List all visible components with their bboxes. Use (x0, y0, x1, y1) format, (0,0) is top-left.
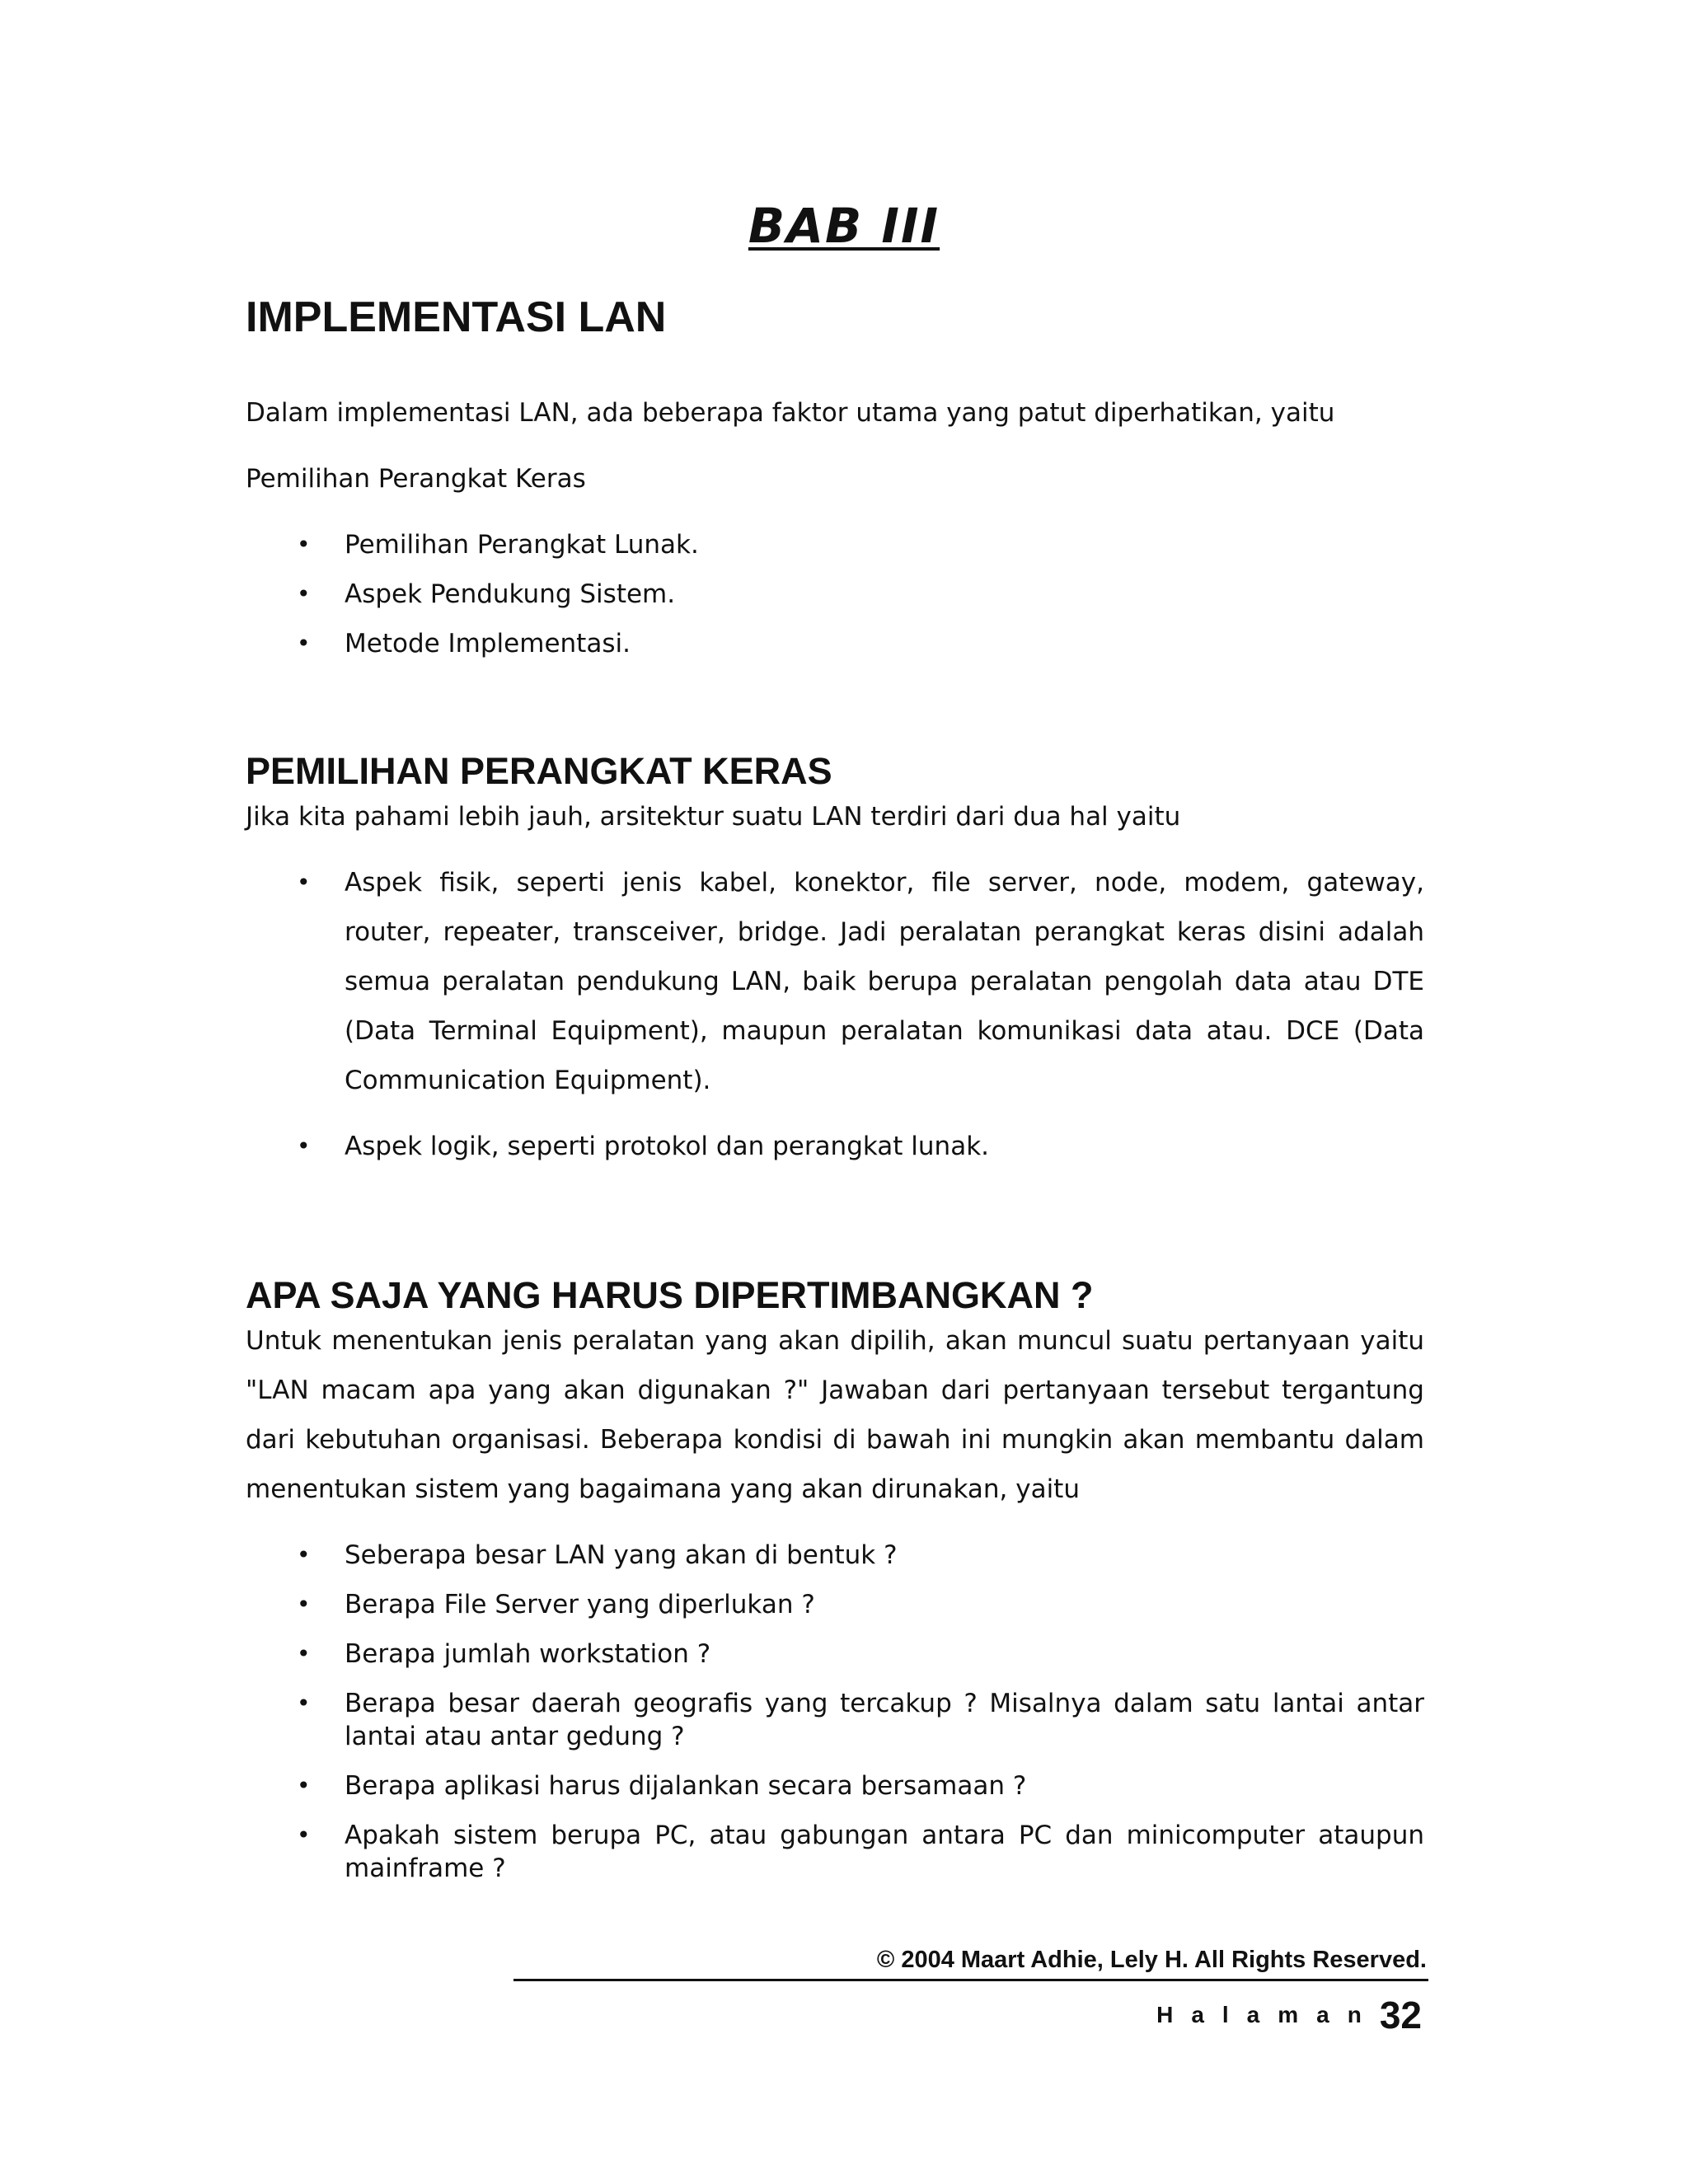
list-item (246, 1629, 1424, 1679)
bullet-icon: • (297, 1821, 311, 1849)
bullet-icon: • (297, 580, 311, 607)
bullet-icon: • (297, 630, 311, 657)
intro-first-item: Pemilihan Perangkat Keras (246, 464, 586, 494)
list-item-text: Metode Implementasi. (345, 629, 631, 658)
list-item (246, 1687, 1424, 1753)
considerations-list (246, 1530, 1424, 1885)
page-title: IMPLEMENTASI LAN (246, 293, 667, 341)
footer-divider (513, 1979, 1428, 1981)
copyright-notice: © 2004 Maart Adhie, Lely H. All Rights Reserved. (876, 1947, 1427, 1973)
intro-list (246, 520, 1424, 668)
bullet-icon: • (297, 1591, 311, 1618)
list-item (246, 1580, 1424, 1629)
list-item-text: Berapa File Server yang diperlukan ? (345, 1590, 815, 1619)
section-hardware-intro: Jika kita pahami lebih jauh, arsitektur suatu LAN terdiri dari dua hal yaitu (246, 802, 1181, 832)
list-item (246, 1530, 1424, 1580)
intro-paragraph: Dalam implementasi LAN, ada beberapa faktor utama yang patut diperhatikan, yaitu (246, 398, 1335, 428)
list-item (246, 569, 1424, 619)
hardware-list (246, 858, 1424, 1171)
list-item-text: Berapa jumlah workstation ? (345, 1639, 711, 1669)
page-indicator (513, 1993, 1428, 2037)
page-content (246, 284, 1424, 1885)
page-label: Halaman (1156, 2002, 1380, 2027)
bullet-icon: • (297, 1772, 311, 1799)
section-heading-considerations: APA SAJA YANG HARUS DIPERTIMBANGKAN ? (246, 1274, 1094, 1316)
bullet-icon: • (297, 1132, 311, 1160)
page-number: 32 (1379, 1994, 1422, 2036)
list-item (246, 619, 1424, 668)
list-item-text: Berapa aplikasi harus dijalankan secara bersamaan ? (345, 1771, 1027, 1801)
section-heading-hardware: PEMILIHAN PERANGKAT KERAS (246, 750, 832, 792)
bullet-icon: • (297, 1690, 311, 1717)
list-item-text: Aspek Pendukung Sistem. (345, 579, 676, 609)
list-item-text: Pemilihan Perangkat Lunak. (345, 530, 699, 560)
list-item (246, 1819, 1424, 1885)
list-item (246, 1761, 1424, 1811)
list-item-text: Berapa besar daerah geografis yang tercakup ? Misalnya dalam satu lantai antar lantai atau antar gedung ? (345, 1689, 1424, 1751)
list-item-text: Seberapa besar LAN yang akan di bentuk ? (345, 1540, 898, 1570)
list-item-text: Apakah sistem berupa PC, atau gabungan antara PC dan minicomputer ataupun mainframe ? (345, 1821, 1424, 1883)
bullet-icon: • (297, 869, 311, 896)
bullet-icon: • (297, 1541, 311, 1568)
list-item (246, 520, 1424, 569)
list-item (246, 1122, 1424, 1171)
bullet-icon: • (297, 531, 311, 558)
page-footer (513, 1947, 1428, 2037)
section-considerations-text: Untuk menentukan jenis peralatan yang akan dipilih, akan muncul suatu pertanyaan yaitu "LAN macam apa yang akan digunakan ?" Jawaban dari pertanyaan tersebut tergantung dari kebutuhan organisasi. Beberapa kondisi di bawah ini mungkin akan membantu dalam menentukan sistem yang bagaimana yang akan dirunakan, yaitu (246, 1326, 1424, 1504)
list-item-text: Aspek fisik, seperti jenis kabel, konektor, file server, node, modem, gateway, router, repeater, transceiver, bridge. Jadi peralatan perangkat keras disini adalah semua peralatan pendukung LAN, baik berupa peralatan pengolah data atau DTE (Data Terminal Equipment), maupun peralatan komunikasi data atau. DCE (Data Communication Equipment). (345, 868, 1424, 1095)
bullet-icon: • (297, 1640, 311, 1667)
list-item-text: Aspek logik, seperti protokol dan perangkat lunak. (345, 1132, 990, 1161)
list-item (246, 858, 1424, 1105)
chapter-heading: BAB III (748, 198, 940, 254)
